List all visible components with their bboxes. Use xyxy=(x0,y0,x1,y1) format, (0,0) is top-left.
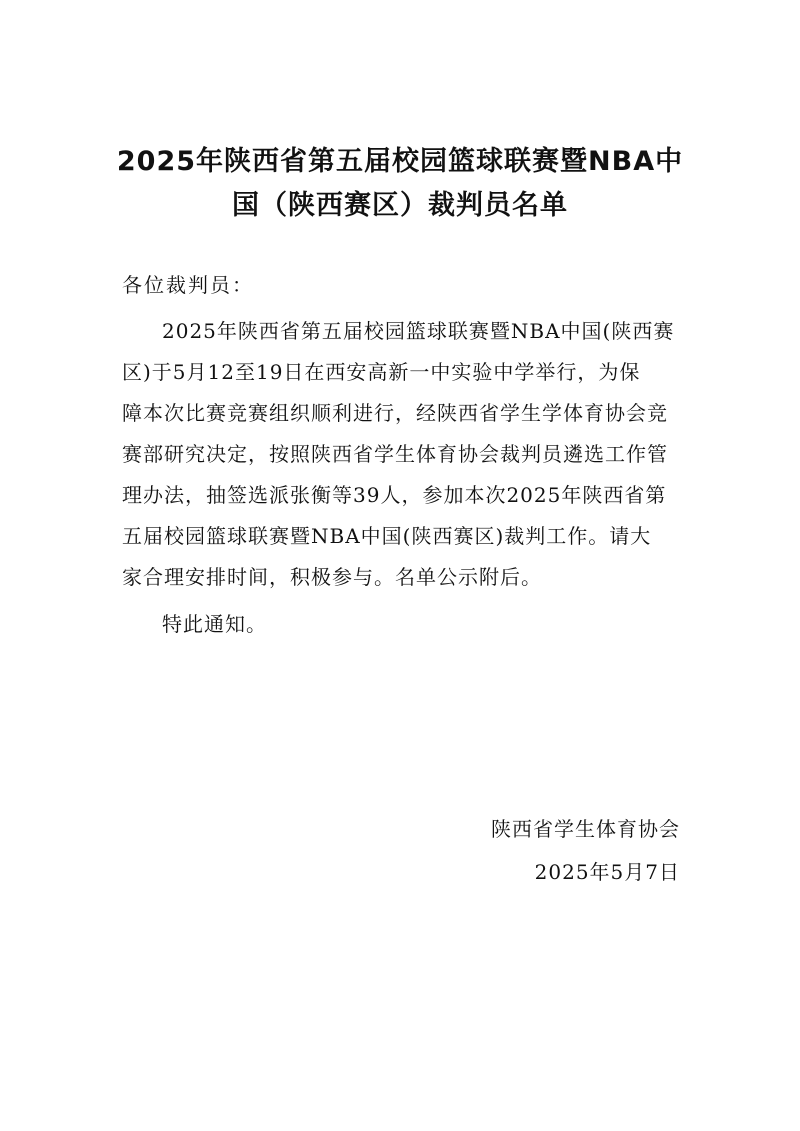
body-line-5: 理办法，抽签选派张衡等39人，参加本次2025年陕西省第 xyxy=(122,483,667,507)
body-line-2: 区)于5月12至19日在西安高新一中实验中学举行，为保 xyxy=(122,360,641,384)
body-line-7: 家合理安排时间，积极参与。名单公示附后。 xyxy=(122,565,542,589)
document-title-line-2: 国（陕西赛区）裁判员名单 xyxy=(232,190,568,221)
body-line-4: 赛部研究决定，按照陕西省学生体育协会裁判员遴选工作管 xyxy=(122,442,668,466)
signature-organization: 陕西省学生体育协会 xyxy=(491,817,680,841)
closing-line: 特此通知。 xyxy=(162,612,267,636)
body-line-3: 障本次比赛竞赛组织顺利进行，经陕西省学生学体育协会竞 xyxy=(122,401,668,425)
document-title-line-1: 2025年陕西省第五届校园篮球联赛暨NBA中 xyxy=(116,146,684,177)
body-line-6: 五届校园篮球联赛暨NBA中国(陕西赛区)裁判工作。请大 xyxy=(122,524,652,548)
signature-date: 2025年5月7日 xyxy=(534,860,680,884)
salutation: 各位裁判员： xyxy=(122,273,254,297)
body-line-1: 2025年陕西省第五届校园篮球联赛暨NBA中国(陕西赛 xyxy=(162,319,675,343)
